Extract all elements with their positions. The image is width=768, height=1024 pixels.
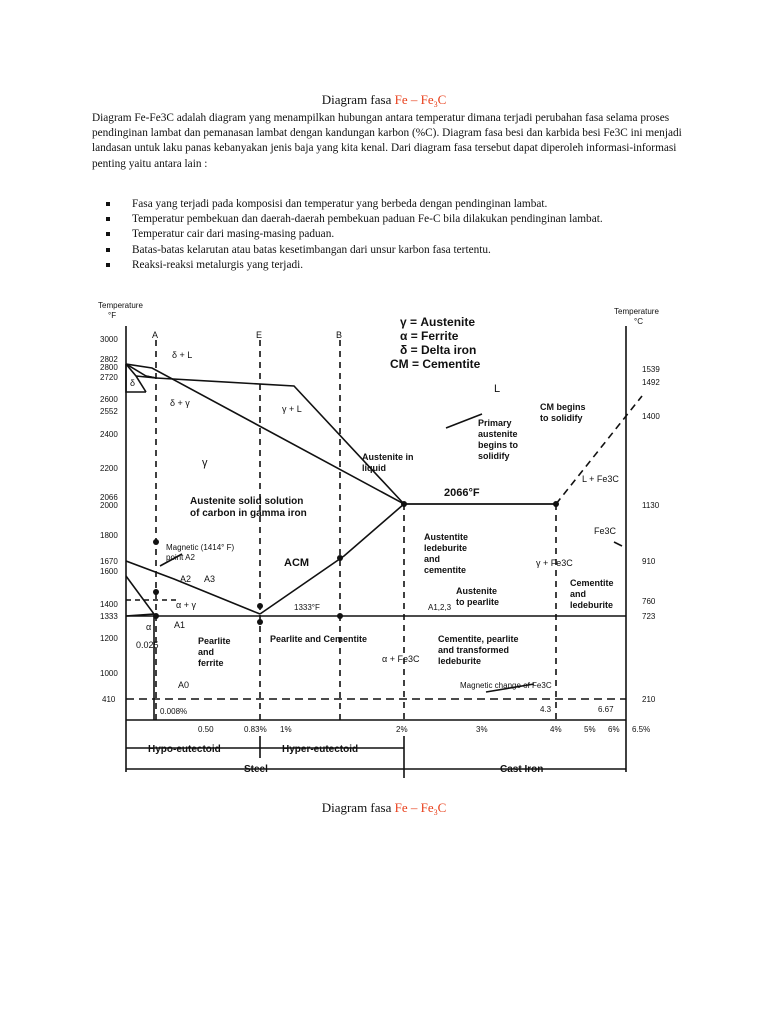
label-solid-solution: of carbon in gamma iron [190,508,307,519]
label-delta-gamma: δ + γ [170,398,190,408]
label-steel: Steel [244,764,268,775]
bottom-tick: 0.83% [244,725,267,734]
right-tick: 1539 [642,365,660,374]
bullet-item [104,243,684,258]
left-tick: 2552 [100,407,118,416]
bottom-tick: 3% [476,725,488,734]
label-cementite-ledeburite: ledeburite [570,600,614,610]
acm-line [260,504,404,614]
legend-ferrite: α = Ferrite [400,329,459,343]
marker-a: A [152,330,159,340]
label-austenite-pearlite: Austenite [456,586,498,596]
right-tick: 760 [642,597,656,606]
legend-delta: δ = Delta iron [400,343,477,357]
label-hypo: Hypo-eutectoid [148,744,221,755]
label-0008: 0.008% [160,707,188,716]
legend [390,315,481,371]
label-pearlite-ferrite: ferrite [198,658,224,668]
label-cementite-ledeburite: and [570,589,587,599]
label-primary: solidify [478,451,510,461]
label-l-fe3c: L + Fe3C [582,474,619,484]
label-austenite-pearlite: to pearlite [456,597,500,607]
bottom-tick: 4.3 [540,705,552,714]
left-tick: 1333 [100,612,118,621]
bullet-square-icon [106,263,110,267]
label-2066f: 2066°F [444,487,480,499]
bullet-text: Reaksi-reaksi metalurgis yang terjadi. [132,258,304,271]
bullet-square-icon [106,248,110,252]
bullet-square-icon [106,202,110,206]
label-primary: austenite [478,429,518,439]
left-tick: 2200 [100,464,118,473]
marker-b: B [336,330,343,340]
title-fe: Fe – Fe [394,92,434,107]
left-tick: 2000 [100,501,118,510]
left-tick: 1000 [100,669,118,678]
label-pearlite-ferrite: and [198,647,215,657]
title-subscript: 3 [433,100,438,109]
left-tick: 1800 [100,531,118,540]
left-tick: 2600 [100,395,118,404]
right-tick: 910 [642,557,656,566]
label-austenite-liquid: Austenite in [362,452,414,462]
caption-c: C [437,800,447,815]
left-tick: 1400 [100,600,118,609]
caption-formula [395,800,447,815]
left-tick: 2400 [100,430,118,439]
right-axis-title: Temperature [614,307,659,316]
bottom-tick: 0.50 [198,725,214,734]
label-cm-begins: to solidify [540,413,583,423]
label-ledeburite: Austentite [424,532,469,542]
alpha-boundary [126,576,154,616]
label-a3: A3 [204,574,216,584]
right-axis-unit: °C [634,317,643,326]
bullet-item [104,227,684,242]
dot-a-mid [153,589,159,595]
label-cast-iron: Cast Iron [500,764,544,775]
label-delta: δ [130,378,136,388]
label-ledeburite: cementite [424,565,467,575]
intro-paragraph: Diagram Fe-Fe3C adalah diagram yang menampilkan hubungan antara temperatur dimana terjadi perubahan fasa selama proses pendinginan lambat dan pemanasan lambat dengan kandungan karbon (%C). Diagram fasa besi dan karbida besi Fe3C ini menjadi landasan untuk laku panas kebanyakan jenis baja yang kita kenal. Dari diagram fasa tersebut dapat diperoleh informasi-informasi penting yaitu antara lain : [92,112,682,170]
label-pearlite-cementite: Pearlite and Cementite [270,634,368,644]
right-tick: 210 [642,695,656,704]
label-cementite-ledeburite: Cementite [570,578,614,588]
label-a1: A1 [174,620,186,630]
left-tick: 3000 [100,335,118,344]
delta-gamma-top [136,376,156,378]
label-gamma-fe3c: γ + Fe3C [536,558,573,568]
label-cementite-pearlite: and transformed [438,645,510,655]
left-tick: 410 [102,695,116,704]
label-delta-l: δ + L [172,350,193,360]
left-tick: 2800 [100,363,118,372]
left-tick: 1600 [100,567,118,576]
fe-fe3c-phase-diagram [94,296,676,778]
bullet-item [104,212,684,227]
left-axis-title: Temperature [98,301,143,310]
left-tick: 2720 [100,373,118,382]
bottom-tick: 5% [584,725,596,734]
title-formula [395,92,447,107]
label-magnetic: point A2 [166,553,195,562]
dot-eutectic [553,501,559,507]
left-tick: 2066 [100,493,118,502]
dot-e-low [257,619,263,625]
legend-cementite: CM = Cementite [390,357,481,371]
dot-b-high [337,555,343,561]
bullet-text: Fasa yang terjadi pada komposisi dan temperatur yang berbeda dengan pendinginan lambat. [132,198,548,210]
label-0025: 0.025 [136,640,159,650]
bullet-item [104,258,684,273]
bullet-square-icon [106,217,110,221]
bullet-square-icon [106,232,110,236]
label-hyper: Hyper-eutectoid [282,744,359,755]
label-austenite-liquid: liquid [362,463,386,473]
page-title [0,92,768,108]
caption-fe: Fe – Fe [394,800,434,815]
label-ledeburite: ledeburite [424,543,468,553]
bottom-tick: 6.5% [632,725,651,734]
label-a0: A0 [178,680,190,690]
label-magnetic-fe3c: Magnetic change of Fe3C [460,681,552,690]
bottom-tick: 2% [396,725,408,734]
title-prefix: Diagram fasa [321,92,395,107]
dot-2pct [401,501,407,507]
bullet-item [104,197,684,212]
label-liquid: L [494,383,501,395]
left-tick: 2802 [100,355,118,364]
label-cementite-pearlite: Cementite, pearlite [438,634,519,644]
bullet-text: Batas-batas kelarutan atau batas kesetimbangan dari unsur karbon fasa tertentu. [132,243,491,256]
caption-subscript: 3 [433,808,438,817]
label-alpha-fe3c: α + Fe3C [382,654,420,664]
right-tick: 1130 [642,501,660,510]
caption-prefix: Diagram fasa [321,800,395,815]
bottom-tick: 4% [550,725,562,734]
right-tick: 723 [642,612,656,621]
bullet-text: Temperatur pembekuan dan daerah-daerah pembekuan paduan Fe-C bila dilakukan pendinginan lambat. [132,213,603,226]
label-a2: A2 [180,574,192,584]
left-tick: 1200 [100,634,118,643]
figure-caption [0,800,768,816]
label-primary: Primary [478,418,512,428]
solidus-line [156,378,404,504]
legend-austenite: γ = Austenite [400,315,476,329]
label-primary: begins to [478,440,518,450]
label-magnetic: Magnetic (1414° F) [166,543,235,552]
dot-b-eutectoid [337,613,343,619]
label-cementite-pearlite: ledeburite [438,656,482,666]
bullet-text: Temperatur cair dari masing-masing paduan. [132,228,335,241]
right-tick: 1492 [642,378,660,387]
delta-solvus [126,364,146,392]
label-acm: ACM [284,557,310,569]
bottom-tick: 6.67 [598,705,614,714]
marker-e: E [256,330,263,340]
label-fe3c: Fe3C [594,526,617,536]
bottom-tick: 6% [608,725,620,734]
label-a123: A1,2,3 [428,603,452,612]
label-gamma-l: γ + L [282,404,302,414]
dot-a-eutectoid [153,613,159,619]
bottom-tick: 1% [280,725,292,734]
label-ledeburite: and [424,554,441,564]
left-tick: 1670 [100,557,118,566]
left-axis-unit: °F [108,311,117,320]
title-c: C [437,92,447,107]
label-alpha: α [146,622,152,632]
dot-a-high [153,539,159,545]
bullet-list [104,197,684,273]
callout-primary [446,414,482,428]
label-solid-solution: Austenite solid solution [190,496,304,507]
label-pearlite-ferrite: Pearlite [198,636,231,646]
label-cm-begins: CM begins [540,402,586,412]
label-1333f: 1333°F [294,603,320,612]
label-gamma: γ [202,457,208,469]
dot-e [257,603,263,609]
label-alpha-gamma: α + γ [176,600,196,610]
right-tick: 1400 [642,412,660,421]
callout-fe3c [614,542,622,546]
